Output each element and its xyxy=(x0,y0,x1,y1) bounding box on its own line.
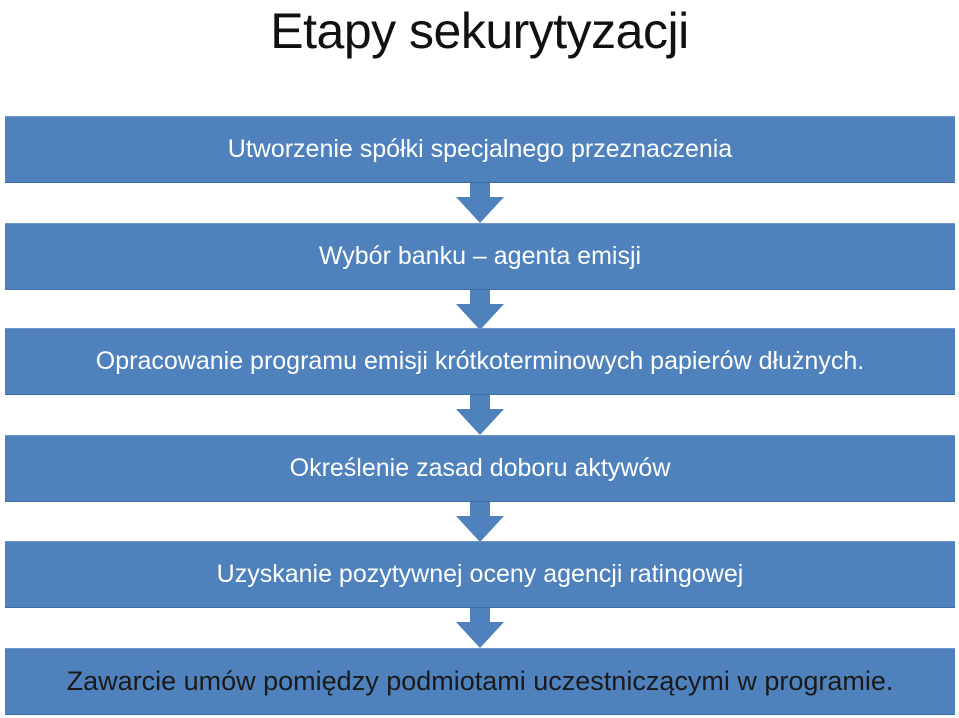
step-label-4: Określenie zasad doboru aktywów xyxy=(289,454,671,482)
arrow-down-icon xyxy=(456,395,504,435)
step-label-5: Uzyskanie pozytywnej oceny agencji ratingowej xyxy=(216,560,744,588)
arrow-down-icon xyxy=(456,183,504,223)
arrow-down-icon xyxy=(456,608,504,648)
step-box-3 xyxy=(5,328,955,395)
step-label-1: Utworzenie spółki specjalnego przeznaczenia xyxy=(227,135,733,163)
arrow-down-icon xyxy=(456,290,504,330)
step-box-4 xyxy=(5,435,955,502)
step-label-6: Zawarcie umów pomiędzy podmiotami uczestniczącymi w programie. xyxy=(66,666,894,696)
page-title: Etapy sekurytyzacji xyxy=(270,3,689,59)
step-box-2 xyxy=(5,223,955,290)
step-box-1 xyxy=(5,116,955,183)
arrow-down-icon xyxy=(456,502,504,542)
step-box-5 xyxy=(5,541,955,608)
step-label-2: Wybór banku – agenta emisji xyxy=(318,242,642,270)
step-label-3: Opracowanie programu emisji krótkoterminowych papierów dłużnych. xyxy=(95,347,865,375)
step-box-6 xyxy=(5,648,955,715)
